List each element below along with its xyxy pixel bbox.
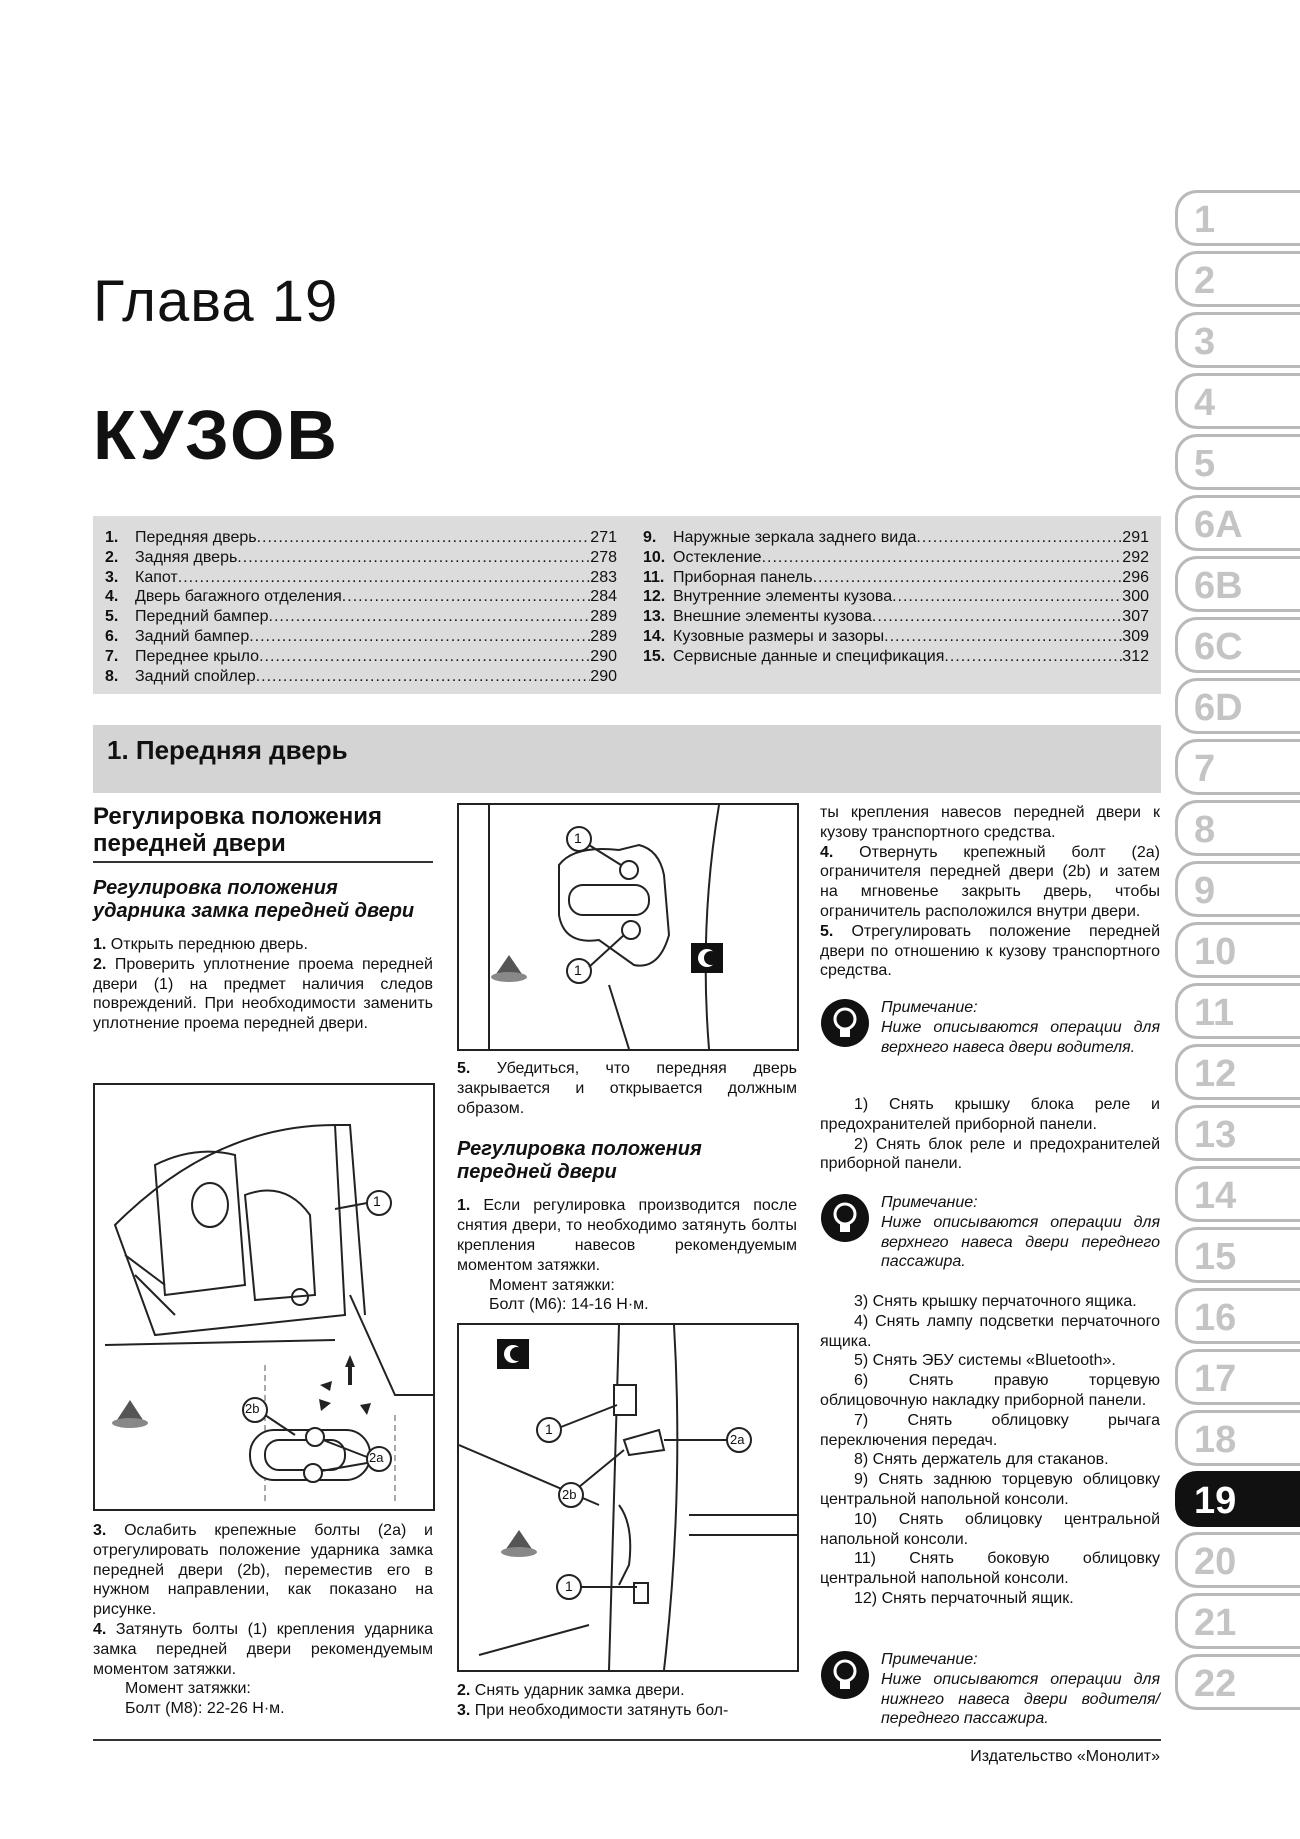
toc-item[interactable]: 10. Остекление ..... 292: [643, 548, 1149, 568]
chapter-tab[interactable]: 7: [1175, 739, 1300, 795]
list-item: 11) Снять боковую облицовку центральной напольной консоли.: [820, 1550, 1160, 1588]
chapter-tab[interactable]: 12: [1175, 1044, 1300, 1100]
chapter-tab[interactable]: 6C: [1175, 617, 1300, 673]
toc-item[interactable]: 5. Передний бампер ..... 289: [105, 607, 617, 627]
torque-value-door: Болт (М6): 14-16 Н·м.: [489, 1296, 649, 1314]
note-label: Примечание:: [881, 999, 978, 1016]
note-body: Ниже описываются операции для верхнего навеса двери водителя.: [881, 1018, 1160, 1056]
note-body: Ниже описываются операции для верхнего навеса двери переднего пассажира.: [881, 1213, 1160, 1271]
column-2-bottom: [457, 1681, 797, 1721]
section-header: [93, 725, 1161, 793]
toc-column-right: [643, 528, 1149, 667]
list-item: 3) Снять крышку перчаточного ящика.: [854, 1293, 1137, 1310]
step-5: 5. Убедиться, что передняя дверь закрывается и открывается должным образом.: [457, 1060, 798, 1117]
hinge-illustration: [459, 1325, 797, 1670]
list-item: 6) Снять правую торцевую облицовочную накладку приборной панели.: [820, 1372, 1160, 1409]
column-1-bottom: [93, 1521, 433, 1719]
table-of-contents: [93, 516, 1161, 694]
door-illustration: [95, 1085, 433, 1509]
callout-2b-hinge: 2b: [562, 1487, 577, 1502]
toc-item[interactable]: 11. Приборная панель ..... 296: [643, 568, 1149, 588]
step-3-continuation: ты крепления навесов передней двери к кузову транспортного средства.: [820, 804, 1160, 841]
list-item: 7) Снять облицовку рычага переключения передач.: [820, 1411, 1160, 1449]
list-item: 2) Снять блок реле и предохранителей приборной панели.: [820, 1135, 1160, 1173]
lightbulb-icon: [820, 1193, 870, 1243]
toc-item[interactable]: 7. Переднее крыло ..... 290: [105, 647, 617, 667]
striker-illustration: [459, 805, 797, 1049]
callout-2a-hinge: 2a: [730, 1432, 745, 1447]
figure-striker-closeup: [457, 803, 799, 1051]
chapter-tab[interactable]: 17: [1175, 1349, 1300, 1405]
list-item: 10) Снять облицовку центральной напольной консоли.: [820, 1510, 1160, 1548]
toc-item[interactable]: 13. Внешние элементы кузова ..... 307: [643, 607, 1149, 627]
chapter-tab[interactable]: 18: [1175, 1410, 1300, 1466]
chapter-tab[interactable]: 21: [1175, 1593, 1300, 1649]
torque-label: Момент затяжки:: [125, 1680, 251, 1698]
column-3-top: [820, 803, 1160, 981]
list-passenger-steps: [820, 1292, 1160, 1609]
toc-item[interactable]: 12. Внутренние элементы кузова ..... 300: [643, 587, 1149, 607]
list-item: 1) Снять крышку блока реле и предохранителей приборной панели.: [820, 1096, 1160, 1133]
chapter-tab[interactable]: 4: [1175, 373, 1300, 429]
chapter-tab[interactable]: 5: [1175, 434, 1300, 490]
callout-1-upper: 1: [545, 1421, 553, 1437]
step-2: 2. Проверить уплотнение проема передней двери (1) на предмет наличия следов повреждений. При необходимости заменить уплотнение проема передней двери.: [93, 955, 433, 1033]
callout-1-top: 1: [574, 830, 582, 846]
chapter-tab[interactable]: 11: [1175, 983, 1300, 1039]
chapter-tab[interactable]: 20: [1175, 1532, 1300, 1588]
chapter-tab[interactable]: 14: [1175, 1166, 1300, 1222]
chapter-tab[interactable]: 3: [1175, 312, 1300, 368]
heading-door-adjustment: Регулировка положения передней двери: [93, 803, 433, 863]
toc-item[interactable]: 1. Передняя дверь ..... 271: [105, 528, 617, 548]
note-lower-hinge: [820, 1650, 1160, 1734]
toc-item[interactable]: 6. Задний бампер ..... 289: [105, 627, 617, 647]
lightbulb-icon: [820, 998, 870, 1048]
chapter-tab[interactable]: 15: [1175, 1227, 1300, 1283]
chapter-tab[interactable]: 8: [1175, 800, 1300, 856]
chapter-tab[interactable]: 1: [1175, 190, 1300, 246]
toc-item[interactable]: 9. Наружные зеркала заднего вида ..... 291: [643, 528, 1149, 548]
toc-item[interactable]: 14. Кузовные размеры и зазоры ..... 309: [643, 627, 1149, 647]
note-label: Примечание:: [881, 1194, 978, 1211]
list-item: 4) Снять лампу подсветки перчаточного ящика.: [820, 1312, 1160, 1350]
note-passenger-upper-hinge: [820, 1193, 1160, 1277]
toc-column-left: [105, 528, 617, 686]
list-driver-steps: [820, 1095, 1160, 1174]
list-item: 5) Снять ЭБУ системы «Bluetooth».: [854, 1352, 1116, 1370]
note-label: Примечание:: [881, 1651, 978, 1668]
list-item: 12) Снять перчаточный ящик.: [854, 1589, 1074, 1607]
chapter-tab[interactable]: 6B: [1175, 556, 1300, 612]
chapter-tab-active[interactable]: 19: [1175, 1471, 1300, 1527]
toc-item[interactable]: 8. Задний спойлер ..... 290: [105, 667, 617, 687]
chapter-tab[interactable]: 22: [1175, 1654, 1300, 1710]
chapter-title: КУЗОВ: [93, 396, 339, 474]
note-driver-upper-hinge: [820, 998, 1160, 1082]
column-2-middle: [457, 1059, 797, 1315]
chapter-tab[interactable]: 10: [1175, 922, 1300, 978]
chapter-tab[interactable]: 9: [1175, 861, 1300, 917]
torque-value: Болт (М8): 22-26 Н·м.: [125, 1700, 285, 1718]
callout-2b: 2b: [245, 1401, 260, 1416]
step-1: 1. Открыть переднюю дверь.: [93, 936, 308, 953]
chapter-tab[interactable]: 16: [1175, 1288, 1300, 1344]
callout-1: 1: [373, 1193, 381, 1209]
list-item: 9) Снять заднюю торцевую облицовку центральной напольной консоли.: [820, 1471, 1160, 1508]
step-2-door: 2. Снять ударник замка двери.: [457, 1682, 685, 1699]
chapter-tab[interactable]: 6A: [1175, 495, 1300, 551]
figure-hinge-bolts: [457, 1323, 799, 1672]
publisher-footer: Издательство «Монолит»: [970, 1748, 1160, 1765]
lightbulb-icon: [820, 1650, 870, 1700]
figure-door-seal-striker: [93, 1083, 435, 1511]
column-1-top: [93, 803, 433, 1034]
callout-1-bottom: 1: [574, 962, 582, 978]
chapter-tab[interactable]: 6D: [1175, 678, 1300, 734]
subheading-striker-adjustment: Регулировка положения ударника замка передней двери: [93, 877, 415, 922]
chapter-tab[interactable]: 13: [1175, 1105, 1300, 1161]
chapter-label: Глава 19: [93, 269, 339, 334]
toc-item[interactable]: 4. Дверь багажного отделения ..... 284: [105, 587, 617, 607]
footer-divider: [93, 1739, 1161, 1741]
step-1-door: 1. Если регулировка производится после снятия двери, то необходимо затянуть болты крепления навесов рекомендуемым моментом затяжки.: [457, 1197, 797, 1274]
chapter-tab[interactable]: 2: [1175, 251, 1300, 307]
callout-1-lower: 1: [565, 1578, 573, 1594]
step-4-limiter: 4. Отвернуть крепежный болт (2а) ограничителя передней двери (2b) и затем на мгновенье закрыть дверь, чтобы ограничитель расположился внутри двери.: [820, 843, 1160, 920]
step-3: 3. Ослабить крепежные болты (2а) и отрегулировать положение ударника замка передней двери (2b), переместив его в нужном направлении, как показано на рисунке.: [93, 1522, 433, 1619]
section-title: 1. Передняя дверь: [107, 735, 348, 765]
list-item: 8) Снять держатель для стаканов.: [854, 1451, 1109, 1469]
step-4: 4. Затянуть болты (1) крепления ударника замка передней двери рекомендуемым моментом затяжки.: [93, 1620, 434, 1678]
toc-item[interactable]: 2. Задняя дверь ..... 278: [105, 548, 617, 568]
subheading-door-position: Регулировка положения передней двери: [457, 1138, 702, 1184]
step-5-adjust: 5. Отрегулировать положение передней двери по отношению к кузову транспортного средства.: [820, 922, 1160, 980]
step-3-door: 3. При необходимости затянуть бол-: [457, 1701, 729, 1719]
torque-label-door: Момент затяжки:: [489, 1276, 615, 1294]
note-body: Ниже описываются операции для нижнего навеса двери водителя/переднего пассажира.: [881, 1670, 1160, 1728]
toc-item[interactable]: 3. Капот ..... 283: [105, 568, 617, 588]
callout-2a: 2a: [369, 1450, 384, 1465]
toc-item[interactable]: 15. Сервисные данные и спецификация ..... 312: [643, 647, 1149, 667]
